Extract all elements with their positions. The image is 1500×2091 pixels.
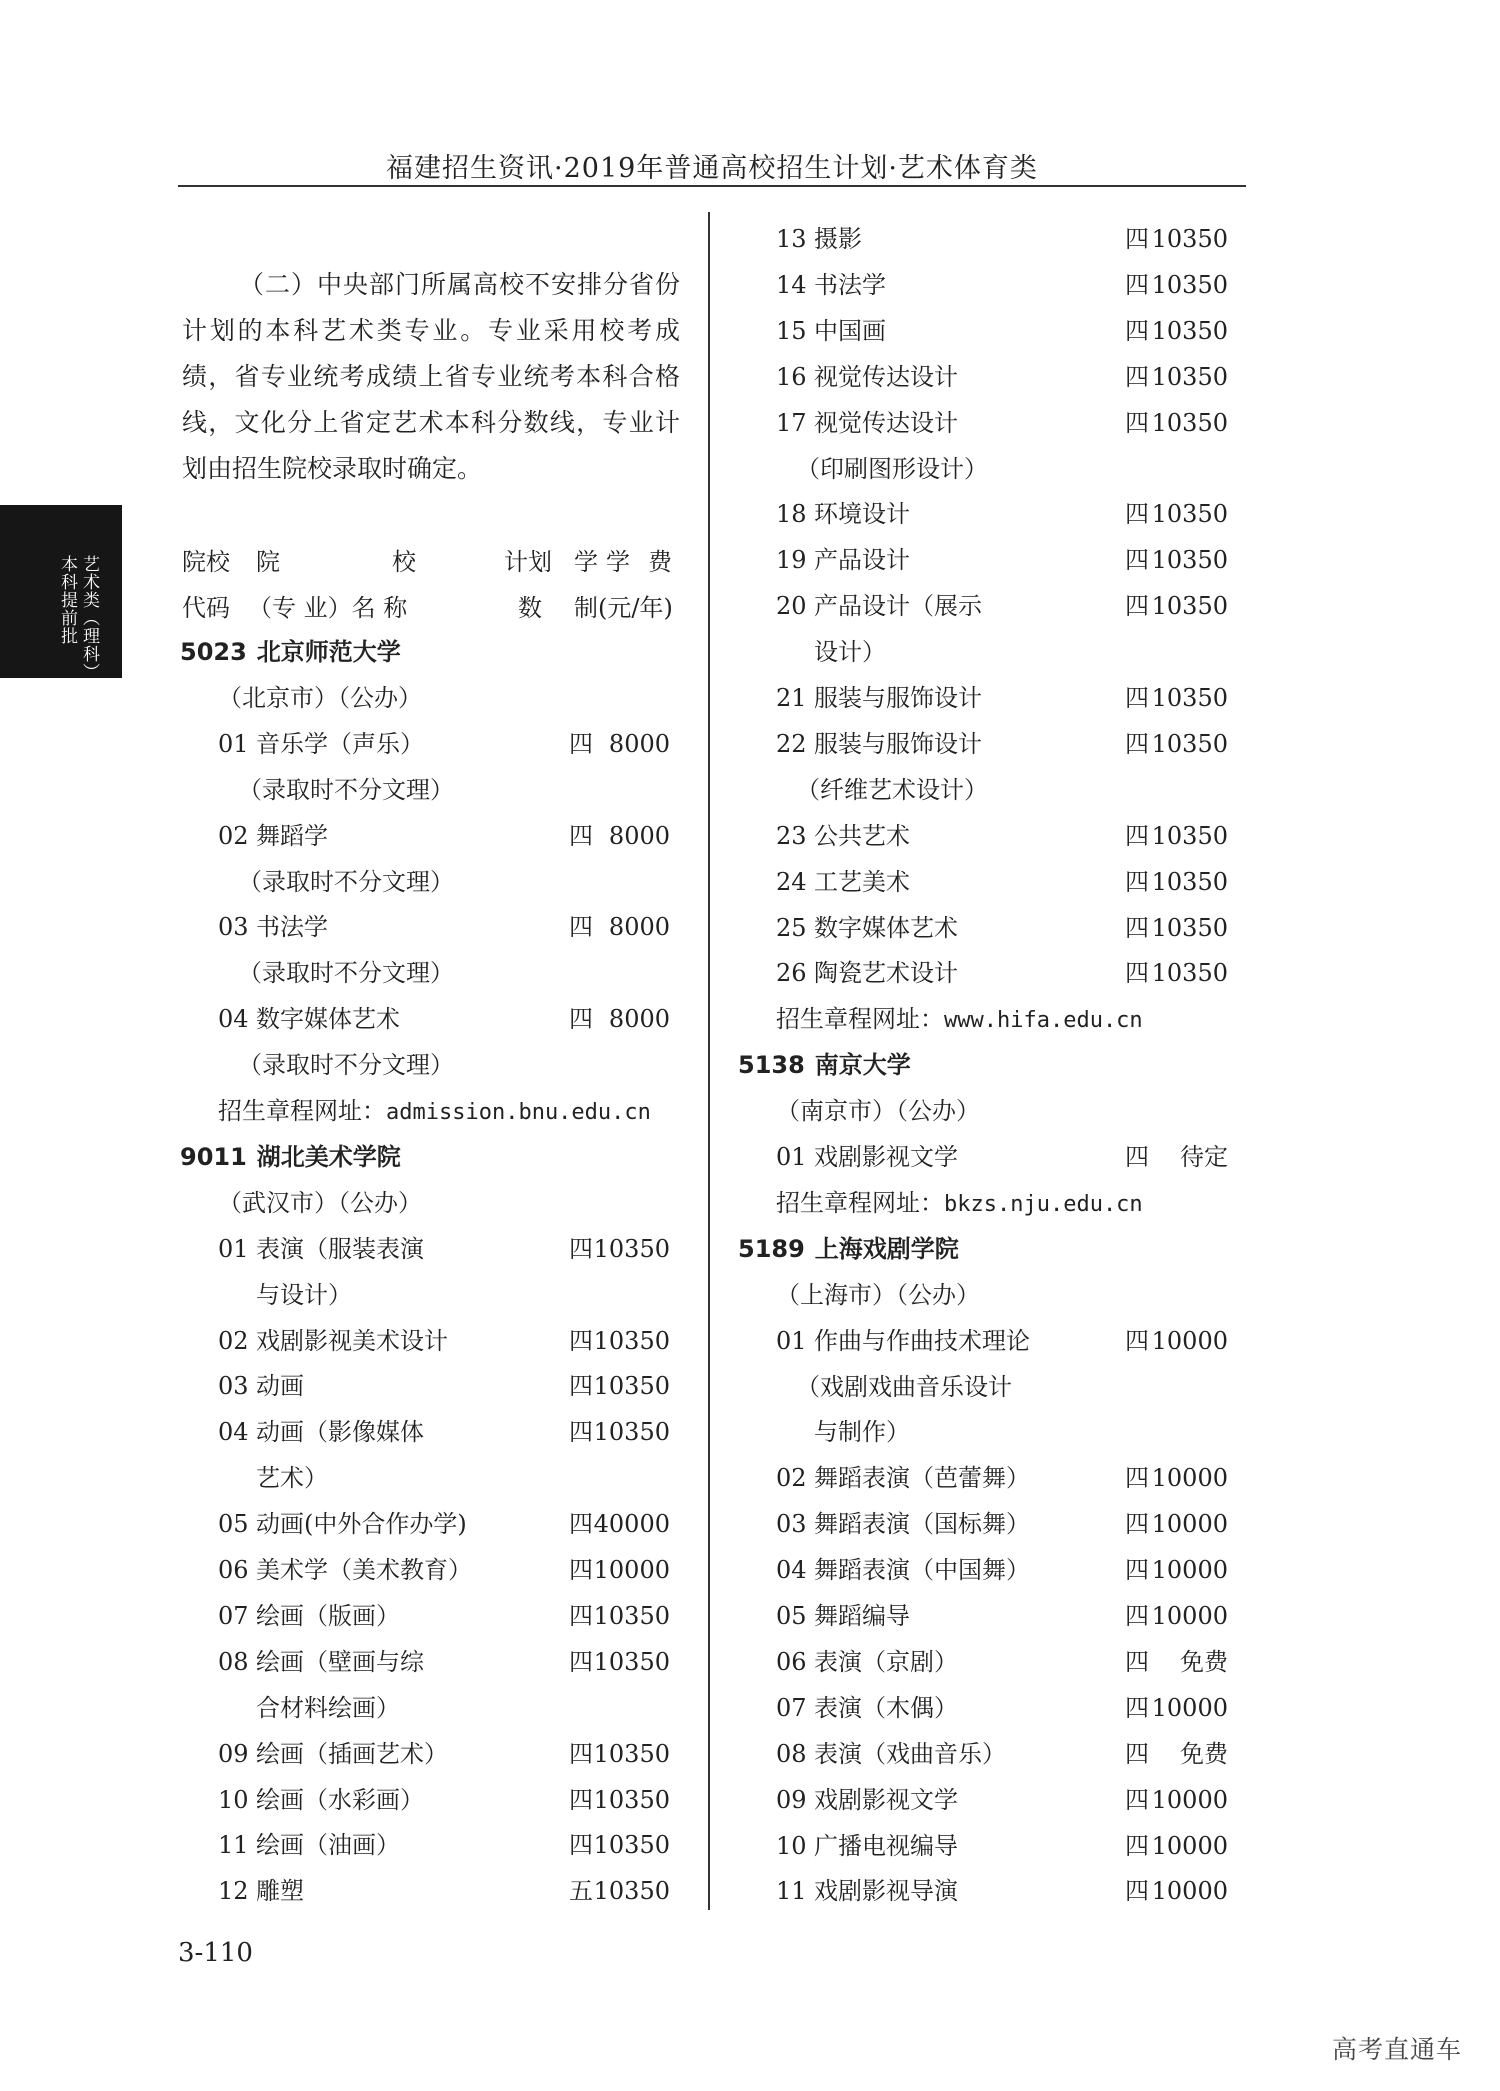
tuition-fee: 8000 <box>608 1005 670 1033</box>
study-years: 四 <box>1125 1648 1149 1676</box>
major-note <box>796 775 1306 805</box>
study-years: 四 <box>1125 868 1149 896</box>
major-number: 14 <box>776 271 807 299</box>
major-number: 05 <box>776 1602 807 1630</box>
tuition-fee: 10350 <box>1151 959 1228 987</box>
major-name: 动画 <box>256 1372 304 1400</box>
study-years: 四 <box>1125 1556 1149 1584</box>
tuition-fee: 10350 <box>593 1372 670 1400</box>
study-years: 四 <box>569 1327 593 1355</box>
th-plan: 计划 <box>504 548 552 576</box>
major-name: 书法学 <box>256 913 328 941</box>
major-name: 戏剧影视美术设计 <box>256 1327 448 1355</box>
major-name-continuation <box>256 1280 766 1310</box>
study-years: 四 <box>569 1648 593 1676</box>
major-number: 04 <box>218 1418 249 1446</box>
major-number: 11 <box>776 1877 807 1905</box>
study-years: 四 <box>569 1418 593 1446</box>
th-study-2: 学 <box>606 548 630 576</box>
major-note <box>238 775 748 805</box>
major-name: 环境设计 <box>814 500 910 528</box>
page-number: 3-110 <box>178 1938 253 1968</box>
tuition-fee: 10000 <box>1151 1877 1228 1905</box>
tuition-fee: 10000 <box>1151 1556 1228 1584</box>
major-name: 陶瓷艺术设计 <box>814 959 958 987</box>
study-years: 四 <box>569 1510 593 1538</box>
major-number: 05 <box>218 1510 249 1538</box>
major-number: 03 <box>218 1372 249 1400</box>
major-number: 16 <box>776 363 807 391</box>
study-years: 五 <box>569 1877 593 1905</box>
major-number: 12 <box>218 1877 249 1905</box>
th-count: 数 <box>518 594 542 622</box>
study-years: 四 <box>1125 1143 1149 1171</box>
major-number: 19 <box>776 546 807 574</box>
major-note <box>796 454 1306 484</box>
major-name: 绘画（水彩画） <box>256 1786 424 1814</box>
tuition-fee: 10350 <box>1151 546 1228 574</box>
th-school: 院 <box>256 548 280 576</box>
major-name: 公共艺术 <box>814 822 910 850</box>
note-text: （纤维艺术设计） <box>796 776 988 804</box>
side-tab-line1: 艺术类（理科） <box>79 555 99 681</box>
major-number: 13 <box>776 225 807 253</box>
tuition-fee: 10350 <box>593 1740 670 1768</box>
major-number: 10 <box>776 1832 807 1860</box>
study-years: 四 <box>569 1602 593 1630</box>
major-number: 22 <box>776 730 807 758</box>
study-years: 四 <box>1125 1694 1149 1722</box>
major-name-continuation <box>814 1417 1324 1447</box>
tuition-fee: 10350 <box>1151 730 1228 758</box>
major-number: 06 <box>218 1556 249 1584</box>
note-text: （印刷图形设计） <box>796 455 988 483</box>
tuition-fee: 10350 <box>1151 271 1228 299</box>
study-years: 四 <box>569 1556 593 1584</box>
university-location <box>218 1188 728 1218</box>
url-label: 招生章程网址： <box>218 1097 386 1125</box>
tuition-fee: 10350 <box>1151 914 1228 942</box>
study-years: 四 <box>569 1235 593 1263</box>
study-years: 四 <box>569 1005 593 1033</box>
study-years: 四 <box>1125 1602 1149 1630</box>
major-name: 数字媒体艺术 <box>814 914 958 942</box>
admission-url-row <box>776 1188 1286 1220</box>
major-number: 09 <box>218 1740 249 1768</box>
major-name: 动画(中外合作办学) <box>256 1510 467 1538</box>
url-label: 招生章程网址： <box>776 1005 944 1033</box>
study-years: 四 <box>1125 1740 1149 1768</box>
major-name: 舞蹈表演（芭蕾舞） <box>814 1464 1030 1492</box>
university-name: 湖北美术学院 <box>256 1143 401 1171</box>
note-text: （录取时不分文理） <box>238 868 454 896</box>
university-heading <box>180 637 690 667</box>
major-number: 15 <box>776 317 807 345</box>
study-years: 四 <box>1125 363 1149 391</box>
tuition-fee: 10350 <box>593 1877 670 1905</box>
major-name: 视觉传达设计 <box>814 363 958 391</box>
th-code: 代码 <box>182 594 230 622</box>
university-location <box>776 1280 1286 1310</box>
admission-url: bkzs.nju.edu.cn <box>944 1192 1143 1217</box>
major-name: 服装与服饰设计 <box>814 684 982 712</box>
major-name: 表演（京剧） <box>814 1648 958 1676</box>
note-text: （录取时不分文理） <box>238 1051 454 1079</box>
major-name-continuation <box>256 1463 766 1493</box>
major-name: 数字媒体艺术 <box>256 1005 400 1033</box>
note-text: （戏剧戏曲音乐设计 <box>796 1373 1012 1401</box>
university-code: 9011 <box>180 1143 247 1171</box>
tuition-fee: 10350 <box>593 1831 670 1859</box>
study-years: 四 <box>1125 959 1149 987</box>
study-years: 四 <box>1125 409 1149 437</box>
side-tab <box>0 505 122 681</box>
major-name: 视觉传达设计 <box>814 409 958 437</box>
tuition-fee: 10000 <box>593 1556 670 1584</box>
th-system-fee: 制(元/年) <box>574 594 673 622</box>
study-years: 四 <box>1125 822 1149 850</box>
th-study: 学 <box>574 548 598 576</box>
tuition-fee: 10350 <box>1151 225 1228 253</box>
major-name-continuation <box>256 1693 766 1723</box>
study-years: 四 <box>569 822 593 850</box>
major-number: 02 <box>218 1327 249 1355</box>
tuition-fee: 10350 <box>593 1327 670 1355</box>
major-name: 工艺美术 <box>814 868 910 896</box>
major-name: 中国画 <box>814 317 886 345</box>
major-name: 绘画（壁画与综 <box>256 1648 424 1676</box>
university-heading <box>180 1142 690 1172</box>
major-number: 09 <box>776 1786 807 1814</box>
note-text: （录取时不分文理） <box>238 959 454 987</box>
major-name: 舞蹈学 <box>256 822 328 850</box>
major-number: 01 <box>218 1235 249 1263</box>
tuition-fee: 10350 <box>1151 317 1228 345</box>
study-years: 四 <box>569 1831 593 1859</box>
study-years: 四 <box>1125 271 1149 299</box>
major-number: 04 <box>218 1005 249 1033</box>
tuition-fee: 10350 <box>1151 822 1228 850</box>
university-name: 北京师范大学 <box>256 638 401 666</box>
major-number: 17 <box>776 409 807 437</box>
url-label: 招生章程网址： <box>776 1189 944 1217</box>
major-number: 07 <box>218 1602 249 1630</box>
tuition-fee: 10000 <box>1151 1602 1228 1630</box>
tuition-fee: 10000 <box>1151 1327 1228 1355</box>
study-years: 四 <box>1125 1832 1149 1860</box>
major-number: 23 <box>776 822 807 850</box>
major-number: 02 <box>218 822 249 850</box>
study-years: 四 <box>1125 1877 1149 1905</box>
tuition-fee: 10350 <box>593 1602 670 1630</box>
watermark: 高考直通车 <box>1332 2035 1463 2064</box>
th-school-2: 校 <box>392 548 416 576</box>
university-location <box>776 1096 1286 1126</box>
side-tab-line2: 本科提前批 <box>57 555 77 645</box>
university-heading <box>738 1234 1248 1264</box>
study-years: 四 <box>569 730 593 758</box>
major-number: 18 <box>776 500 807 528</box>
major-name: 戏剧影视导演 <box>814 1877 958 1905</box>
major-number: 26 <box>776 959 807 987</box>
major-note <box>238 867 748 897</box>
tuition-fee: 40000 <box>593 1510 670 1538</box>
major-name: 服装与服饰设计 <box>814 730 982 758</box>
tuition-fee: 10350 <box>1151 592 1228 620</box>
major-name: 书法学 <box>814 271 886 299</box>
university-heading <box>738 1050 1248 1080</box>
major-number: 08 <box>776 1740 807 1768</box>
major-number: 01 <box>776 1143 807 1171</box>
major-name: 表演（木偶） <box>814 1694 958 1722</box>
major-number: 07 <box>776 1694 807 1722</box>
major-name: 绘画（插画艺术） <box>256 1740 448 1768</box>
continuation-text: 与制作） <box>814 1418 910 1446</box>
major-name: 广播电视编导 <box>814 1832 958 1860</box>
major-number: 06 <box>776 1648 807 1676</box>
major-name: 表演（服装表演 <box>256 1235 424 1263</box>
major-name: 音乐学（声乐） <box>256 730 424 758</box>
major-name: 摄影 <box>814 225 862 253</box>
admission-url: www.hifa.edu.cn <box>944 1008 1143 1033</box>
major-number: 03 <box>218 913 249 941</box>
major-number: 11 <box>218 1831 249 1859</box>
study-years: 四 <box>569 1740 593 1768</box>
tuition-fee: 10350 <box>1151 684 1228 712</box>
tuition-fee: 10350 <box>593 1235 670 1263</box>
university-code: 5189 <box>738 1235 805 1263</box>
header-rule <box>178 185 1246 187</box>
tuition-fee: 10000 <box>1151 1694 1228 1722</box>
study-years: 四 <box>1125 730 1149 758</box>
major-number: 08 <box>218 1648 249 1676</box>
major-note <box>238 958 748 988</box>
note-text: （录取时不分文理） <box>238 776 454 804</box>
tuition-fee: 待定 <box>1180 1143 1228 1171</box>
study-years: 四 <box>1125 1464 1149 1492</box>
major-name: 表演（戏曲音乐） <box>814 1740 1006 1768</box>
major-name: 美术学（美术教育） <box>256 1556 472 1584</box>
university-location <box>218 683 728 713</box>
major-note <box>796 1372 1306 1402</box>
major-name: 戏剧影视文学 <box>814 1143 958 1171</box>
th-school-code: 院校 <box>182 548 230 576</box>
university-name: 南京大学 <box>814 1051 911 1079</box>
tuition-fee: 10350 <box>593 1786 670 1814</box>
intro-text: （二）中央部门所属高校不安排分省份计划的本科艺术类专业。专业采用校考成绩，省专业统考成绩上省专业统考本科合格线，文化分上省定艺术本科分数线，专业计划由招生院校录取时确定。 <box>182 270 680 483</box>
major-number: 21 <box>776 684 807 712</box>
major-name: 作曲与作曲技术理论 <box>814 1327 1030 1355</box>
major-name: 舞蹈编导 <box>814 1602 910 1630</box>
major-name: 绘画（版画） <box>256 1602 400 1630</box>
major-number: 03 <box>776 1510 807 1538</box>
major-number: 24 <box>776 868 807 896</box>
tuition-fee: 免费 <box>1180 1648 1228 1676</box>
location-text: （南京市）（公办） <box>776 1097 980 1125</box>
location-text: （北京市）（公办） <box>218 684 422 712</box>
tuition-fee: 10350 <box>593 1648 670 1676</box>
study-years: 四 <box>1125 500 1149 528</box>
running-header: 福建招生资讯·2019年普通高校招生计划·艺术体育类 <box>386 153 1038 184</box>
university-name: 上海戏剧学院 <box>814 1235 959 1263</box>
study-years: 四 <box>1125 1327 1149 1355</box>
study-years: 四 <box>1125 317 1149 345</box>
location-text: （武汉市）（公办） <box>218 1189 422 1217</box>
major-name: 产品设计 <box>814 546 910 574</box>
study-years: 四 <box>1125 225 1149 253</box>
study-years: 四 <box>569 1372 593 1400</box>
major-number: 10 <box>218 1786 249 1814</box>
tuition-fee: 10350 <box>1151 500 1228 528</box>
tuition-fee: 8000 <box>608 913 670 941</box>
major-number: 01 <box>218 730 249 758</box>
tuition-fee: 10000 <box>1151 1832 1228 1860</box>
tuition-fee: 10000 <box>1151 1464 1228 1492</box>
study-years: 四 <box>1125 546 1149 574</box>
tuition-fee: 10350 <box>1151 409 1228 437</box>
admission-url-row <box>218 1096 728 1128</box>
major-name: 产品设计（展示 <box>814 592 982 620</box>
major-name: 戏剧影视文学 <box>814 1786 958 1814</box>
major-name: 绘画（油画） <box>256 1831 400 1859</box>
major-name: 舞蹈表演（中国舞） <box>814 1556 1030 1584</box>
tuition-fee: 10000 <box>1151 1510 1228 1538</box>
major-name: 舞蹈表演（国标舞） <box>814 1510 1030 1538</box>
continuation-text: 艺术） <box>256 1464 328 1492</box>
study-years: 四 <box>1125 1510 1149 1538</box>
study-years: 四 <box>1125 592 1149 620</box>
major-name: 雕塑 <box>256 1877 304 1905</box>
tuition-fee: 10350 <box>1151 868 1228 896</box>
study-years: 四 <box>1125 914 1149 942</box>
admission-url: admission.bnu.edu.cn <box>386 1100 651 1125</box>
major-note <box>238 1050 748 1080</box>
intro-paragraph <box>182 262 680 492</box>
location-text: （上海市）（公办） <box>776 1281 980 1309</box>
study-years: 四 <box>1125 1786 1149 1814</box>
university-code: 5023 <box>180 638 247 666</box>
tuition-fee: 8000 <box>608 822 670 850</box>
major-number: 20 <box>776 592 807 620</box>
major-number: 01 <box>776 1327 807 1355</box>
th-fee: 费 <box>648 548 672 576</box>
continuation-text: 设计） <box>814 638 886 666</box>
tuition-fee: 8000 <box>608 730 670 758</box>
major-number: 25 <box>776 914 807 942</box>
tuition-fee: 10350 <box>1151 363 1228 391</box>
major-number: 04 <box>776 1556 807 1584</box>
study-years: 四 <box>569 913 593 941</box>
continuation-text: 合材料绘画） <box>256 1694 400 1722</box>
university-code: 5138 <box>738 1051 805 1079</box>
tuition-fee: 10000 <box>1151 1786 1228 1814</box>
tuition-fee: 10350 <box>593 1418 670 1446</box>
major-name-continuation <box>814 637 1324 667</box>
th-major-name: （专 业）名 称 <box>248 594 408 622</box>
study-years: 四 <box>569 1786 593 1814</box>
major-name: 动画（影像媒体 <box>256 1418 424 1446</box>
continuation-text: 与设计） <box>256 1281 352 1309</box>
study-years: 四 <box>1125 684 1149 712</box>
tuition-fee: 免费 <box>1180 1740 1228 1768</box>
admission-url-row <box>776 1004 1286 1036</box>
major-number: 02 <box>776 1464 807 1492</box>
